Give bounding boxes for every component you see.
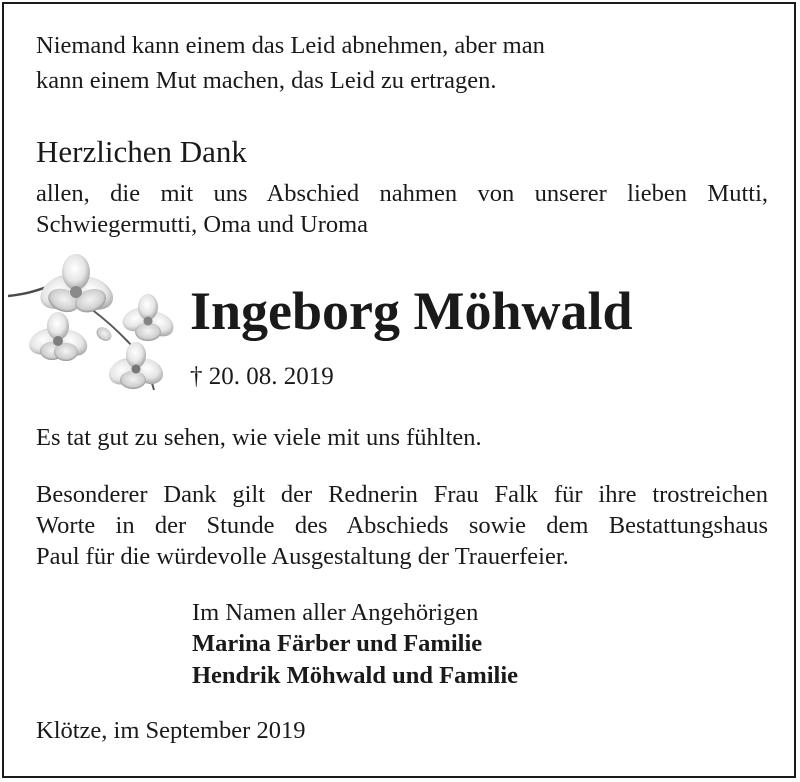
- death-date: † 20. 08. 2019: [190, 363, 334, 390]
- deceased-name: Ingeborg Möhwald: [190, 281, 633, 341]
- body-paragraph-2-line-3: Paul für die würdevolle Ausgestaltung der Trauerfeier.: [36, 543, 569, 570]
- place-and-date: Klötze, im September 2019: [36, 717, 306, 744]
- orchid-flower-image: [8, 250, 184, 400]
- signature-intro: Im Namen aller Angehörigen: [192, 599, 479, 626]
- body-paragraph-2-line-2: Worte in der Stunde des Abschieds sowie dem Bestattungshaus: [36, 512, 768, 539]
- body-paragraph-2-line-1: Besonderer Dank gilt der Rednerin Frau Falk für ihre trostreichen: [36, 481, 768, 508]
- thanks-heading: Herzlichen Dank: [36, 134, 247, 169]
- thanks-line-2: Schwiegermutti, Oma und Uroma: [36, 211, 369, 238]
- thanks-line-1: allen, die mit uns Abschied nahmen von unserer lieben Mutti,: [36, 180, 768, 207]
- quote-line-2: kann einem Mut machen, das Leid zu ertragen.: [36, 67, 497, 94]
- quote-line-1: Niemand kann einem das Leid abnehmen, aber man: [36, 32, 545, 59]
- body-paragraph-1: Es tat gut zu sehen, wie viele mit uns fühlten.: [36, 424, 482, 451]
- signature-family-2: Hendrik Möhwald und Familie: [192, 662, 519, 689]
- signature-family-1: Marina Färber und Familie: [192, 630, 483, 657]
